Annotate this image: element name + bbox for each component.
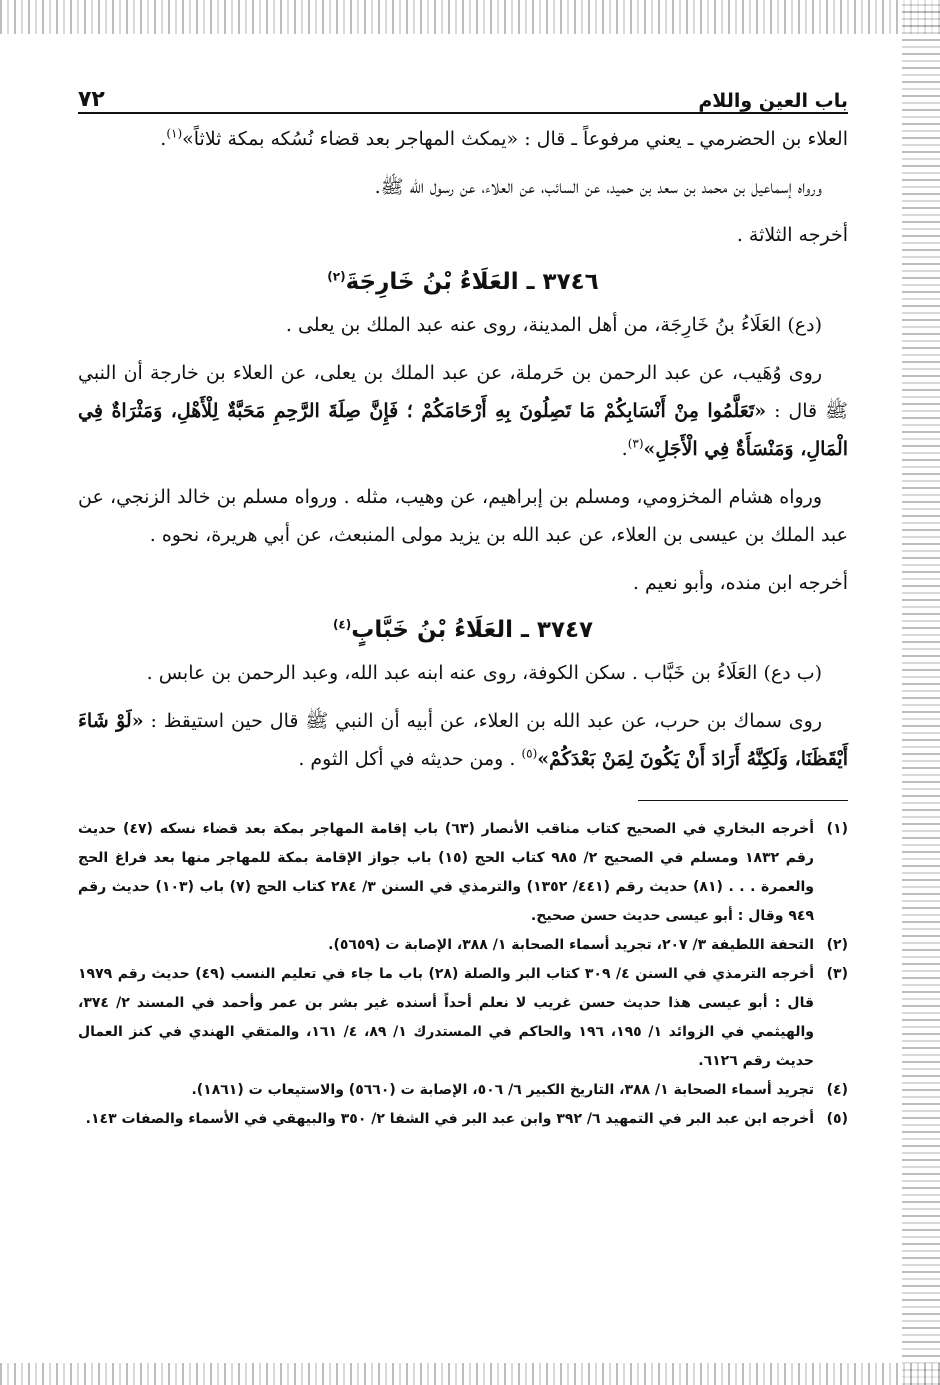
footnote: [78, 1076, 848, 1105]
running-title: باب العين واللام: [698, 90, 848, 112]
decorative-border-bottom: [0, 1363, 940, 1385]
footnote-marker: (١): [166, 126, 183, 141]
paragraph: أخرجه الثلاثة .: [736, 224, 848, 246]
paragraph: العلاء بن الحضرمي ـ يعني مرفوعاً ـ قال : «يمكث المهاجر بعد قضاء نُسُكه بمكة ثلاثاً»$^{(١)}$.: [160, 126, 848, 150]
hadith-text: «لَوْ شَاءَ أَيْقَظَنَا، وَلَكِنَّهُ أَرَادَ أَنْ يَكُونَ لِمَنْ بَعْدَكُمْ»: [78, 710, 848, 770]
footnote-number: (٤): [826, 1082, 848, 1098]
footnote-separator: [638, 800, 848, 801]
footnote-number: (٣): [826, 966, 848, 982]
paragraph: أخرجه ابن منده، وأبو نعيم .: [632, 572, 848, 594]
footnote-text: التحفة اللطيفة ٣/ ٢٠٧، تجريد أسماء الصحابة ١/ ٣٨٨، الإصابة ت (٥٦٥٩).: [328, 937, 814, 953]
footnote-marker: (٤): [332, 617, 352, 632]
footnote: [78, 815, 848, 931]
footnote-number: (٢): [826, 937, 848, 953]
footnote-text: أخرجه الترمذي في السنن ٤/ ٣٠٩ كتاب البر والصلة (٢٨) باب ما جاء في تعليم النسب (٤٩) حديث رقم ١٩٧٩ قال : أبو عيسى هذا حديث حسن غريب لا نعلم أحداً أسنده غير بشر بن عمر وأحمد في المسند ٢/ ٣٧٤، والهيثمي في الزوائد ١/ ١٩٥، ١٩٦ والحاكم في المستدرك ١/ ٨٩، ٤/ ١٦١، والمتقي الهندي في كنز العمال حديث رقم ٦١٢٦.: [78, 966, 814, 1069]
footnote-text: أخرجه ابن عبد البر في التمهيد ٦/ ٣٩٢ وابن عبد البر في الشفا ٢/ ٣٥٠ والبيهقي في الأسماء والصفات ١٤٣.: [85, 1111, 814, 1127]
entry-title: ٣٧٤٧ ـ العَلَاءُ بْنُ خَبَّابٍ$^{(٤)}$: [332, 617, 594, 643]
footnote: [78, 1105, 848, 1134]
paragraph: روى وُهَيب، عن عبد الرحمن بن حَرملة، عن عبد الملك بن يعلى، عن العلاء بن خارجة أن النبي ﷺ قال : «تَعَلَّمُوا مِنْ أَنْسَابِكُمْ مَا تَصِلُونَ بِهِ أَرْحَامَكُمْ ؛ فَإِنَّ صِلَةَ الرَّحِمِ مَحَبَّةٌ لِلْأَهْلِ، وَمَثْرَاةٌ فِي الْمَالِ، وَمَنْسَأَةٌ فِي الْأَجَلِ»$^{(٣)}$.: [78, 362, 849, 460]
page-number: ٧٢: [78, 87, 105, 112]
footnote-marker: (٣): [627, 436, 644, 451]
paragraph: (ب دع) العَلَاءُ بن خَبَّاب . سكن الكوفة، روى عنه ابنه عبد الله، وعبد الرحمن بن عابس .: [146, 662, 822, 684]
footnote: [78, 931, 848, 960]
hadith-text: «تَعَلَّمُوا مِنْ أَنْسَابِكُمْ مَا تَصِلُونَ بِهِ أَرْحَامَكُمْ ؛ فَإِنَّ صِلَةَ الرَّحِمِ مَحَبَّةٌ لِلْأَهْلِ، وَمَثْرَاةٌ فِي الْمَالِ، وَمَنْسَأَةٌ فِي الْأَجَلِ»: [78, 400, 848, 460]
book-page: [78, 78, 848, 1134]
footnote-marker: (٥): [521, 746, 538, 761]
page-header: [78, 78, 848, 114]
decorative-border-top: [0, 0, 940, 34]
paragraph: (دع) العَلَاءُ بنُ خَارِجَة، من أهل المدينة، روى عنه عبد الملك بن يعلى .: [285, 314, 822, 336]
paragraph: ورواه هشام المخزومي، ومسلم بن إبراهيم، عن وهيب، مثله . ورواه مسلم بن خالد الزنجي، عن عبد الملك بن عيسى بن العلاء، عن عبد الله بن يزيد مولى المنبعث، عن أبي هريرة، نحوه .: [78, 486, 848, 546]
paragraph: ورواه إسماعيل بن محمد بن سعد بن حميد، عن السائب، عن العلاء، عن رسول الله ﷺ.: [374, 176, 822, 198]
footnote-text: أخرجه البخاري في الصحيح كتاب مناقب الأنصار (٦٣) باب إقامة المهاجر بمكة بعد قضاء نسكه (٤٧) حديث رقم ١٨٣٢ ومسلم في الصحيح ٢/ ٩٨٥ كتاب الحج (١٥) باب جواز الإقامة بمكة للمهاجر منها بعد فراغ الحج والعمرة . . . (٨١) حديث رقم (٤٤١/ ١٣٥٢) والترمذي في السنن ٣/ ٢٨٤ كتاب الحج (٧) باب (١٠٣) حديث رقم ٩٤٩ وقال : أبو عيسى حديث حسن صحيح.: [78, 821, 815, 924]
entry-title: ٣٧٤٦ ـ العَلَاءُ بْنُ خَارِجَةَ$^{(٢)}$: [327, 269, 599, 295]
footnote-text: تجريد أسماء الصحابة ١/ ٣٨٨، التاريخ الكبير ٦/ ٥٠٦، الإصابة ت (٥٦٦٠) والاستيعاب ت (١٨٦١).: [191, 1082, 814, 1098]
main-text: [78, 120, 848, 778]
decorative-border-right: [902, 0, 940, 1385]
paragraph: روى سماك بن حرب، عن عبد الله بن العلاء، عن أبيه أن النبي ﷺ قال حين استيقظ : «لَوْ شَاءَ أَيْقَظَنَا، وَلَكِنَّهُ أَرَادَ أَنْ يَكُونَ لِمَنْ بَعْدَكُمْ»$^{(٥)}$ . ومن حديثه في أكل الثوم .: [78, 710, 848, 770]
footnote-number: (١): [826, 821, 848, 837]
footnote: [78, 960, 848, 1076]
footnotes: [78, 815, 848, 1134]
footnote-marker: (٢): [327, 269, 346, 284]
footnote-number: (٥): [826, 1111, 848, 1127]
